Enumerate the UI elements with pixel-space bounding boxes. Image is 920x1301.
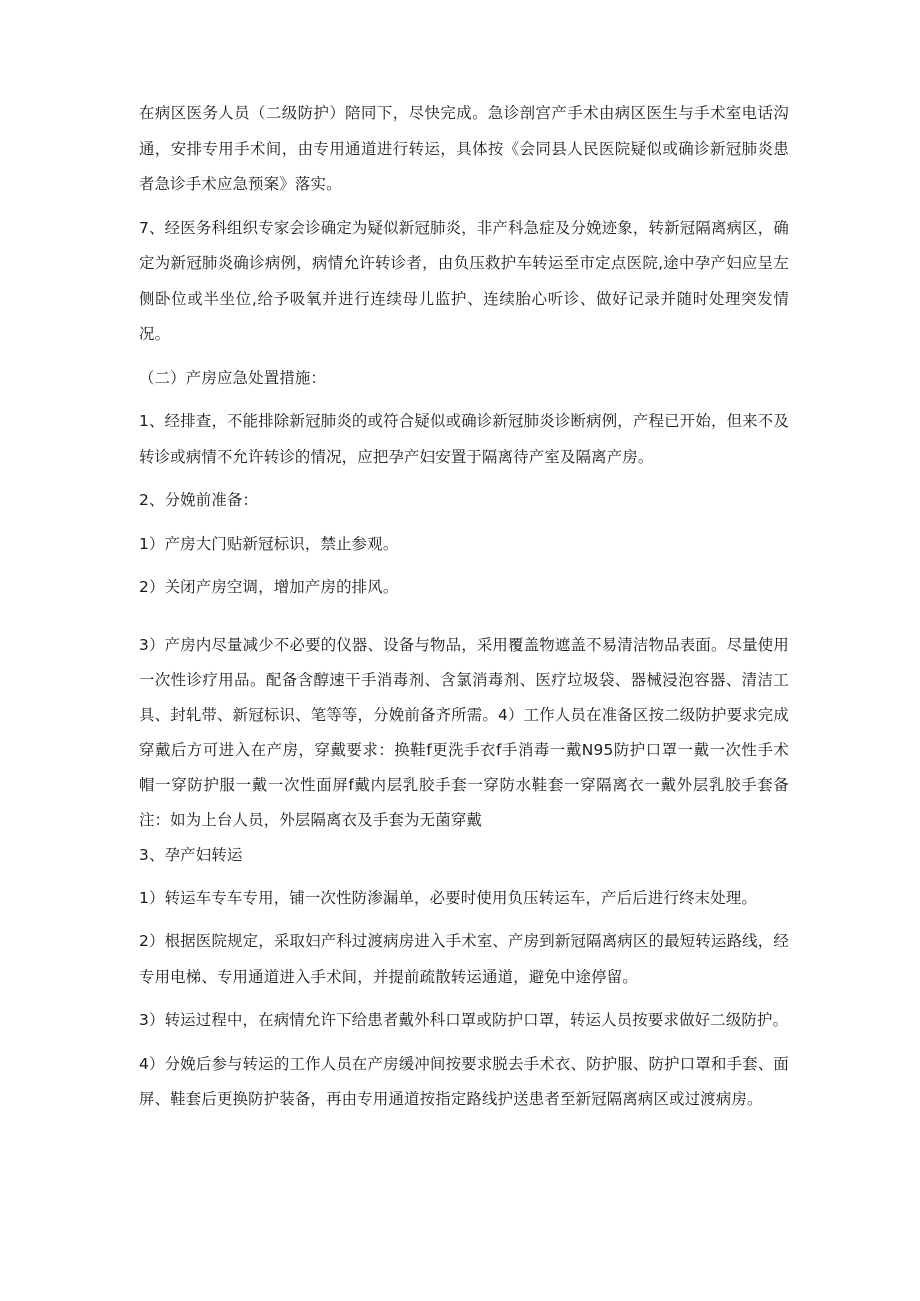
paragraph-transfer-sub-3: 3）转运过程中，在病情允许下给患者戴外科口罩或防护口罩，转运人员按要求做好二级防护。 [139, 1011, 789, 1029]
paragraph-sub-3-4-equipment-ppe: 3）产房内尽量减少不必要的仪器、设备与物品，采用覆盖物遮盖不易清洁物品表面。尽量使用一次性诊疗用品。配备含醇速干手消毒剂、含氯消毒剂、医疗垃圾袋、器械浸泡容器、清洁工具、封轧带、新冠标识、笔等等，分娩前备齐所需。4）工作人员在准备区按二级防护要求完成穿戴后方可进入在产房，穿戴要求：换鞋f更洗手衣f手消毒一戴N95防护口罩一戴一次性手术帽一穿防护服一戴一次性面屏f戴内层乳胶手套一穿防水鞋套一穿隔离衣一戴外层乳胶手套备注：如为上台人员，外层隔离衣及手套为无菌穿戴 [139, 635, 789, 829]
paragraph-item-3-transfer-heading: 3、孕产妇转运 [139, 845, 243, 864]
paragraph-transfer-sub-2: 2）根据医院规定，采取妇产科过渡病房进入手术室、产房到新冠隔离病区的最短转运路线，经专用电梯、专用通道进入手术间，并提前疏散转运通道，避免中途停留。 [139, 932, 789, 986]
paragraph-transfer-sub-4: 4）分娩后参与转运的工作人员在产房缓冲间按要求脱去手术衣、防护服、防护口罩和手套、面屏、鞋套后更换防护装备，再由专用通道按指定路线护送患者至新冠隔离病区或过渡病房。 [139, 1054, 789, 1108]
paragraph-item-7-transfer: 7、经医务科组织专家会诊确定为疑似新冠肺炎，非产科急症及分娩迹象，转新冠隔离病区，确定为新冠肺炎确诊病例，病情允许转诊者，由负压救护车转运至市定点医院,途中孕产妇应呈左侧卧位或半坐位,给予吸氧并进行连续母儿监护、连续胎心听诊、做好记录并随时处理突发情况。 [139, 218, 789, 343]
paragraph-item-2-preparation-heading: 2、分娩前准备： [139, 491, 259, 509]
document-body [139, 96, 789, 1118]
paragraph-sub-1-signage: 1）产房大门贴新冠标识，禁止参观。 [139, 534, 399, 553]
paragraph-sub-2-ventilation: 2）关闭产房空调，增加产房的排风。 [139, 578, 399, 596]
paragraph-emergency-cesarean: 在病区医务人员（二级防护）陪同下，尽快完成。急诊剖宫产手术由病区医生与手术室电话沟通，安排专用手术间，由专用通道进行转运，具体按《会同县人民医院疑似或确诊新冠肺炎患者急诊手术应急预案》落实。 [139, 104, 789, 193]
paragraph-item-1-screening: 1、经排查，不能排除新冠肺炎的或符合疑似或确诊新冠肺炎诊断病例，产程已开始，但来不及转诊或病情不允许转诊的情况，应把孕产妇安置于隔离待产室及隔离产房。 [139, 412, 789, 466]
section-heading-delivery-room: （二）产房应急处置措施： [139, 368, 327, 387]
paragraph-transfer-sub-1: 1）转运车专车专用，铺一次性防渗漏单，必要时使用负压转运车，产后后进行终末处理。 [139, 888, 758, 907]
